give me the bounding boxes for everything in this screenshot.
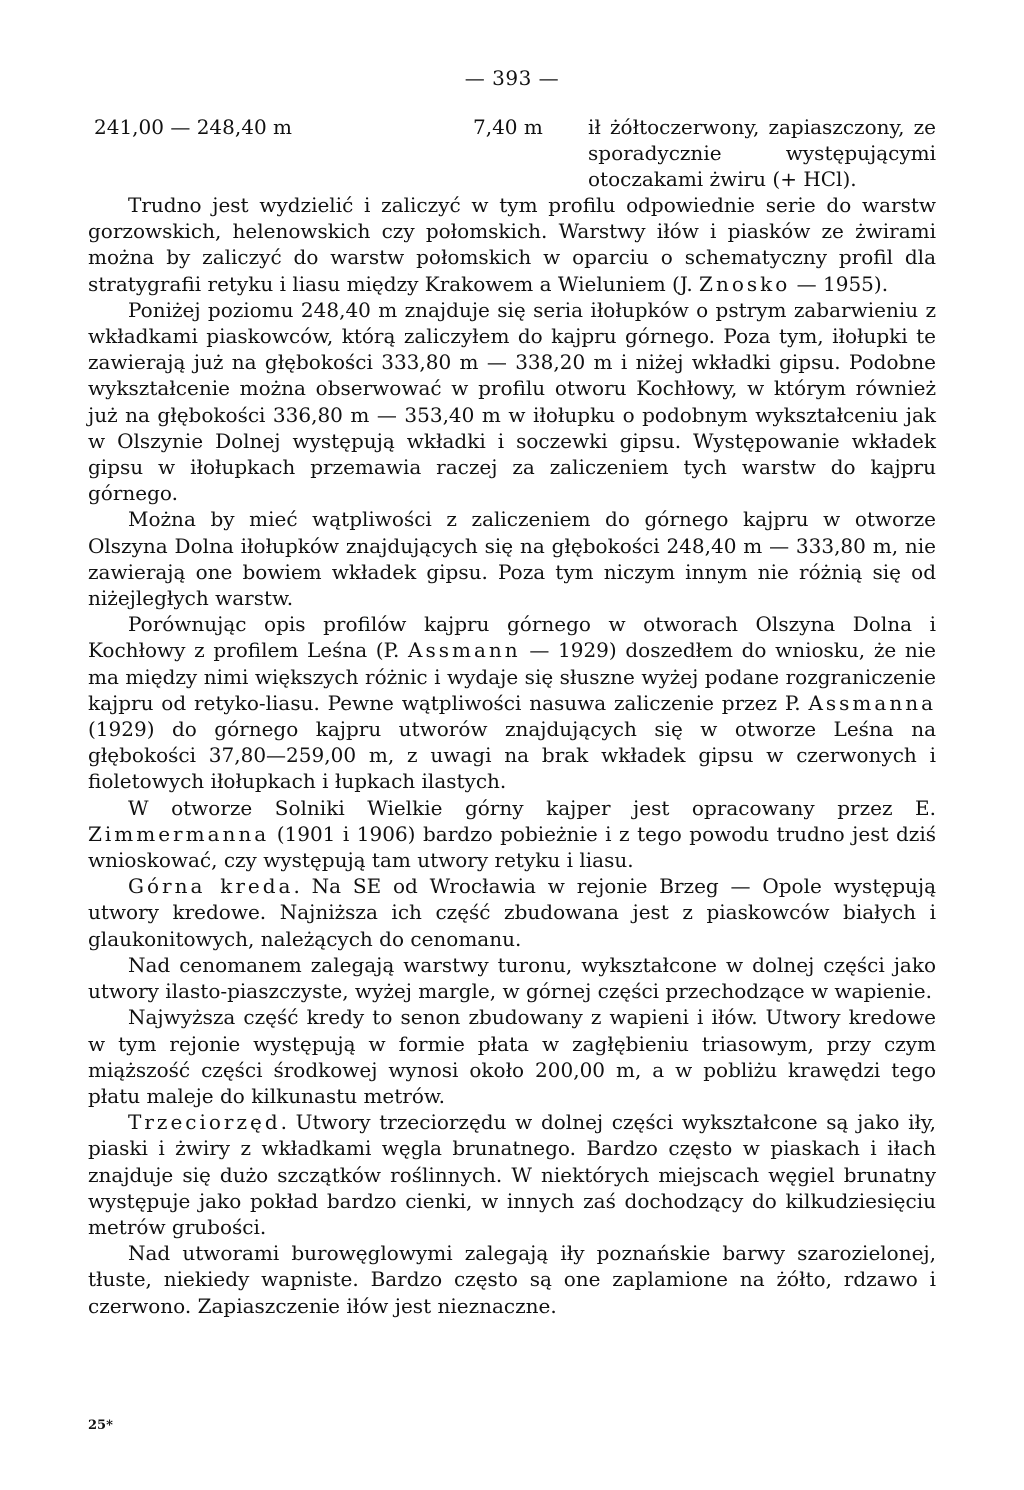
paragraph-text: (1901 i 1906) bardzo pobieżnie i z tego powodu trudno jest dziś wnioskować, czy występują tam utwory retyku i liasu. [88,821,936,873]
spaced-emphasis: Assmanna [808,690,936,715]
layer-description: ił żółtoczerwony, zapiaszczony, ze sporadycznie występującymi otoczakami żwiru (+ HCl). [588,115,936,191]
paragraph-text: Najwyższa część kredy to senon zbudowany z wapieni i iłów. Utwory kredowe w tym rejonie występują w formie płata w zagłębieniu triasowym, przy czym miąższość części środkowej wynosi około 200,00 m, a w pobliżu krawędzi tego płatu maleje do kilkunastu metrów. [88,1005,936,1108]
paragraph-text: Poniżej poziomu 248,40 m znajduje się seria iłołupków o pstrym zabarwieniu z wkładkami piaskowców, którą zaliczyłem do kajpru górnego. Poza tym, iłołupki te zawierają już na głębokości 333,80 m — 338,20 m i niżej wkładki gipsu. Podobne wykształcenie można obserwować w profilu otworu Kochłowy, w którym również już na głębokości 336,80 m — 353,40 m w iłołupku o podobnym wykształceniu jak w Olszynie Dolnej występują wkładki i soczewki gipsu. Występowanie wkładek gipsu w iłołupkach przemawia raczej za zaliczeniem tych warstw do kajpru górnego. [88,297,936,506]
spaced-emphasis: Assmann [408,638,521,663]
paragraph-text: Porównując opis profilów kajpru górnego w otworach Olszyna Dolna i Kochłowy z profilem Leśna (P. [88,612,936,663]
spaced-emphasis: Górna kreda [128,874,294,899]
paragraph [88,297,936,507]
paragraph [88,873,936,952]
paragraph-text: Trudno jest wydzielić i zaliczyć w tym profilu odpowiednie serie do warstw gorzowskich, helenowskich czy połomskich. Warstwy iłów i piasków ze żwirami można by zaliczyć do warstw połomskich w oparciu o schematyczny profil dla stratygrafii retyku i liasu między Krakowem a Wieluniem (J. [88,193,936,296]
body-text [88,192,936,1319]
paragraph [88,1240,936,1319]
paragraph-text: Nad cenomanem zalegają warstwy turonu, wykształcone w dolnej części jako utwory ilasto-piaszczyste, wyżej margle, w górnej części przechodzące w wapienie. [88,952,936,1004]
spaced-emphasis: Zimmermanna [88,821,270,846]
paragraph [88,952,936,1004]
document-page [88,60,936,1440]
paragraph-text: . Na SE od Wrocławia w rejonie Brzeg — Opole występują utwory kredowe. Najniższa ich część zbudowana jest z piaskowców białych i glaukonitowych, należących do cenomanu. [88,874,937,951]
paragraph-text: Nad utworami burowęglowymi zalegają iły poznańskie barwy szarozielonej, tłuste, niekiedy wapniste. Bardzo często są one zaplamione na żółto, rdzawo i czerwono. Zapiaszczenie iłów jest nieznaczne. [88,1241,936,1318]
paragraph [88,611,936,794]
paragraph-text: . Utwory trzeciorzędu w dolnej części wykształcone są jako iły, piaski i żwiry z wkładkami węgla brunatnego. Bardzo często w piaskach i iłach znajduje się dużo szczątków roślinnych. W niektórych miejscach węgiel brunatny występuje jako pokład bardzo cienki, w innych zaś dochodzący do kilkudziesięciu metrów grubości. [88,1110,936,1239]
paragraph [88,795,936,874]
page-number: — 393 — [464,66,560,90]
paragraph [88,1004,936,1109]
paragraph-text: (1929) do górnego kajpru utworów znajdujących się w otworze Leśna na głębokości 37,80—259,00 m, z uwagi na brak wkładek gipsu w czerwonych i fioletowych iłołupkach i łupkach ilastych. [88,717,936,794]
signature-mark: 25* [88,1418,113,1433]
paragraph-text: — 1929) doszedłem do wniosku, że nie ma między nimi większych różnic i wydaje się słuszne wyżej podane rozgraniczenie kajpru od retyko-liasu. Pewne wątpliwości nasuwa zaliczenie przez P. [88,638,936,715]
depth-range: 241,00 — 248,40 m [94,115,292,139]
paragraph-text: W otworze Solniki Wielkie górny kajper jest opracowany przez E. [128,795,936,820]
paragraph-text: Można by mieć wątpliwości z zaliczeniem do górnego kajpru w otworze Olszyna Dolna iłołupków znajdujących się na głębokości 248,40 m — 333,80 m, nie zawierają one bowiem wkładek gipsu. Poza tym niczym innym nie różnią się od niżejległych warstw. [88,507,936,611]
paragraph [88,192,936,297]
paragraph [88,506,936,611]
paragraph-text: — 1955). [790,271,889,296]
spaced-emphasis: Trzeciorzęd [128,1110,281,1135]
profile-table-row [88,114,936,192]
layer-thickness: 7,40 m [473,115,543,139]
spaced-emphasis: Znosko [699,271,791,296]
paragraph [88,1109,936,1240]
